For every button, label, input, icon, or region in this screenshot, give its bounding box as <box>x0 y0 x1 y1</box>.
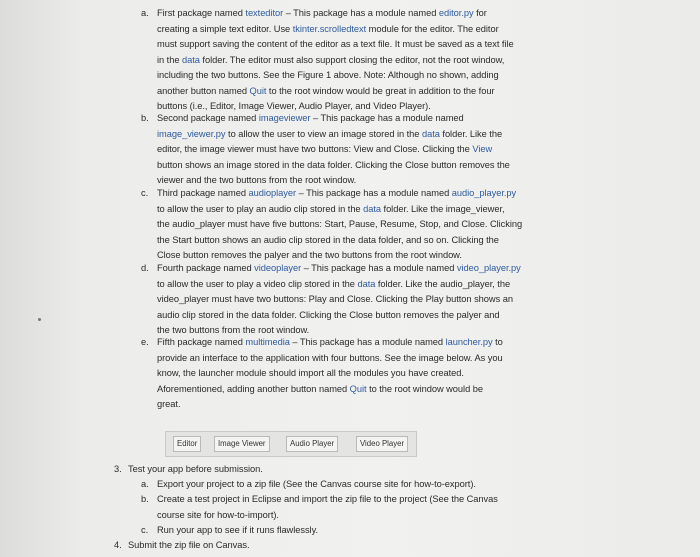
item-d <box>141 261 547 339</box>
item-marker: c. <box>141 525 149 535</box>
step-3-text: Test your app before submission. <box>128 464 263 474</box>
highlight-text: data <box>181 54 200 65</box>
item-marker: a. <box>141 479 149 489</box>
text-line <box>157 366 547 382</box>
highlight-text: data <box>357 278 376 289</box>
item-a <box>141 6 547 115</box>
text-segment: folder. The editor must also support closing the editor, not the root window, <box>199 54 505 65</box>
item-c <box>141 186 547 264</box>
text-segment: audio clip stored in the data folder. Clicking the Close button removes the palyer and <box>157 309 500 320</box>
text-line <box>157 84 547 100</box>
step-4-text: Submit the zip file on Canvas. <box>128 540 250 550</box>
text-segment: – This package has a module named <box>296 188 452 198</box>
text-line <box>157 202 547 218</box>
text-segment: video_player must have two buttons: Play and Close. Clicking the Play button shows an <box>157 294 513 304</box>
text-line <box>157 111 547 127</box>
text-line <box>157 233 547 249</box>
text-segment: know, the launcher module should import all the modules you have created. <box>157 368 464 378</box>
text-line <box>157 382 547 398</box>
text-line <box>157 68 547 84</box>
text-segment: module for the editor. The editor <box>366 23 499 34</box>
highlight-text: Quit <box>349 383 367 394</box>
text-line: Create a test project in Eclipse and import the zip file to the project (See the Canvas <box>157 494 498 504</box>
text-segment: creating a simple text editor. Use <box>157 23 293 34</box>
text-segment: the Start button shows an audio clip stored in the data folder, and so on. Clicking the <box>157 234 499 245</box>
text-segment: to allow the user to play an audio clip stored in the <box>157 203 364 214</box>
text-segment: must support saving the content of the editor as a text file. It must be saved as a text file <box>157 39 514 49</box>
highlight-text: Quit <box>249 85 267 96</box>
text-segment: – This package has a module named <box>289 337 446 347</box>
item-marker: c. <box>141 188 149 198</box>
item-marker: e. <box>141 337 149 347</box>
text-line <box>157 277 547 293</box>
highlight-text: imageviewer <box>258 113 311 123</box>
text-line: Run your app to see if it runs flawlessly. <box>157 525 319 535</box>
text-line <box>157 335 547 351</box>
text-segment: provide an interface to the application with four buttons. See the image below. As you <box>157 352 503 363</box>
highlight-text: multimedia <box>245 337 290 347</box>
text-segment: the audio_player must have five buttons: Start, Pause, Resume, Stop, and Close. Clicking <box>157 219 523 229</box>
step-3 <box>114 462 548 478</box>
text-segment: another button named <box>157 85 250 96</box>
highlight-text: videoplayer <box>254 263 302 273</box>
text-segment: First package named <box>157 8 246 18</box>
text-line <box>157 308 547 324</box>
text-line <box>157 6 547 22</box>
text-line <box>157 292 547 308</box>
text-segment: – This package has a module named <box>283 8 439 18</box>
highlight-text: launcher.py <box>445 337 493 347</box>
text-segment: – This package has a module named <box>310 113 464 123</box>
highlight-text: video_player.py <box>456 263 521 273</box>
highlight-text: tkinter.scrolledtext <box>292 23 367 34</box>
text-line <box>157 158 547 174</box>
text-segment: folder. Like the <box>439 128 503 139</box>
text-line <box>157 142 547 158</box>
item-e <box>141 335 547 413</box>
text-line <box>157 351 547 367</box>
text-line <box>157 37 547 53</box>
text-segment: Second package named <box>157 113 259 123</box>
text-segment: Third package named <box>157 188 249 198</box>
audio-player-button[interactable]: Audio Player <box>286 436 338 452</box>
text-segment: to <box>492 337 503 347</box>
highlight-text: audio_player.py <box>451 188 517 198</box>
highlight-text: data <box>363 203 381 214</box>
text-segment: to the root window would be <box>366 383 483 394</box>
text-segment: the two buttons from the root window. <box>157 325 310 335</box>
text-segment: great. <box>157 399 181 409</box>
highlight-text: audioplayer <box>248 188 297 198</box>
text-line: Export your project to a zip file (See the Canvas course site for how-to-export). <box>157 479 476 489</box>
text-segment: including the two buttons. See the Figure 1 above. Note: Although no shown, adding <box>157 70 499 80</box>
text-line <box>157 261 547 277</box>
highlight-text: View <box>472 144 493 154</box>
item-marker: b. <box>141 113 149 123</box>
text-segment: to allow the user to play a video clip stored in the <box>157 278 358 289</box>
text-segment: in the <box>157 54 182 65</box>
image-viewer-button[interactable]: Image Viewer <box>214 436 270 452</box>
step-3-item-c <box>141 523 547 539</box>
text-segment: to the root window would be great in addition to the four <box>266 85 495 96</box>
text-line <box>157 127 547 143</box>
highlight-text: image_viewer.py <box>157 128 226 139</box>
text-line <box>157 22 547 38</box>
text-segment: button shows an image stored in the data folder. Clicking the Close button removes the <box>157 159 510 170</box>
text-line <box>157 186 547 202</box>
step-3-item-b <box>141 492 547 523</box>
text-segment: Fourth package named <box>157 263 255 273</box>
item-marker: d. <box>141 263 149 273</box>
stray-mark <box>38 318 41 321</box>
item-b <box>141 111 547 189</box>
text-line <box>157 53 547 69</box>
text-line: course site for how-to-import). <box>157 509 279 520</box>
step-marker: 3. <box>114 464 122 474</box>
text-segment: Fifth package named <box>157 337 246 347</box>
text-segment: for <box>473 8 487 18</box>
text-line <box>157 397 547 413</box>
text-segment: viewer and the two buttons from the root window. <box>157 175 357 185</box>
highlight-text: data <box>421 128 440 139</box>
item-marker: b. <box>141 494 149 504</box>
highlight-text: editor.py <box>438 8 474 18</box>
text-segment: buttons (i.e., Editor, Image Viewer, Audio Player, and Video Player). <box>157 101 431 111</box>
text-line <box>157 217 547 233</box>
text-segment: Aforementioned, adding another button named <box>157 383 350 394</box>
text-segment: folder. Like the image_viewer, <box>381 203 505 214</box>
text-segment: folder. Like the audio_player, the <box>375 278 511 289</box>
launcher-figure <box>165 431 417 457</box>
video-player-button[interactable]: Video Player <box>356 436 408 452</box>
step-4 <box>114 538 548 554</box>
text-segment: to allow the user to view an image stored in the <box>225 128 422 139</box>
editor-button[interactable]: Editor <box>173 436 201 452</box>
highlight-text: texteditor <box>245 8 284 18</box>
text-segment: Close button removes the palyer and the two buttons from the root window. <box>157 250 462 260</box>
item-marker: a. <box>141 8 149 18</box>
step-3-item-a <box>141 477 547 493</box>
text-segment: editor, the image viewer must have two buttons: View and Close. Clicking the <box>157 144 473 154</box>
text-segment: – This package has a module named <box>301 263 457 273</box>
step-marker: 4. <box>114 540 122 550</box>
